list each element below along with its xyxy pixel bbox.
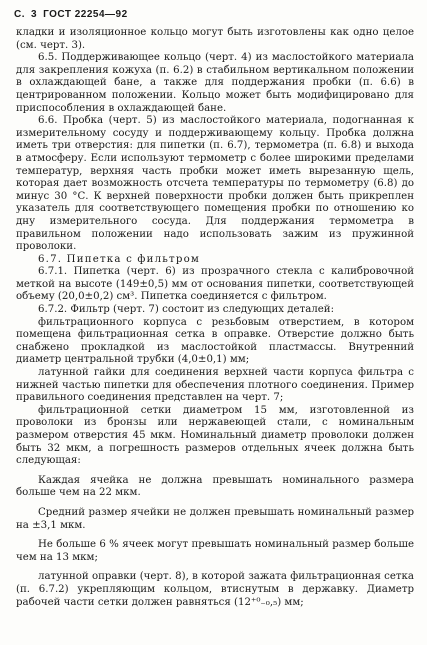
paragraph-cell-mean: Средний размер ячейки не должен превышать номинальный размер на ±3,1 мкм. bbox=[16, 506, 414, 531]
page-header bbox=[14, 9, 134, 22]
paragraph-6-6: 6.6. Пробка (черт. 5) из маслостойкого материала, подогнанная к измерительному сосуду и поддерживающему кольцу. Пробка должна иметь три отверстия: для пипетки (п. 6.7), термометра (п. 6.8) и выхода в атмосферу. Если используют термометр с более широкими пределами температур, верхняя часть пробки может иметь вырезанную щель, которая дает возможность отсчета температуры по термометру (6.8) до минус 30 °С. К верхней поверхности пробки должен быть прикреплен указатель для соответствующего помещения пробки по отношению ко дну измерительного сосуда. Для поддержания термометра в правильном положении надо использовать зажим из пружинной проволоки. bbox=[16, 115, 414, 253]
paragraph-continuation: кладки и изоляционное кольцо могут быть изготовлены как одно целое (см. черт. 3). bbox=[16, 27, 414, 51]
paragraph-cell-max: Каждая ячейка не должна превышать номинального размера больше чем на 22 мкм. bbox=[16, 474, 414, 499]
page-number: 3 bbox=[31, 9, 38, 20]
paragraph-filter-body: фильтрационного корпуса с резьбовым отверстием, в котором помещена фильтрационная сетка в оправке. Отверстие должно быть снабжено прокладкой из маслостойкой пластмассы. Внутренний диаметр центральной трубки (4,0±0,1) мм; bbox=[16, 316, 414, 366]
paragraph-filter-mesh: фильтрационной сетки диаметром 15 мм, изготовленной из проволоки из бронзы или нержавеющей стали, с номинальным размером отверстия 45 мкм. Номинальный диаметр проволоки должен быть 32 мкм, а погрешность размеров отдельных ячеек должна быть следующая: bbox=[16, 404, 414, 467]
document-body bbox=[16, 27, 414, 609]
paragraph-6-5: 6.5. Поддерживающее кольцо (черт. 4) из маслостойкого материала для закрепления кожуха (п. 6.2) в стабильном вертикальном положении в охлаждающей бане, а также для поддержания пробки (п. 6.6) в центрированном положении. Кольцо может быть модифицировано для приспособления в охлаждающей бане. bbox=[16, 52, 414, 114]
paragraph-6-7-2: 6.7.2. Фильтр (черт. 7) состоит из следующих деталей: bbox=[38, 304, 335, 316]
paragraph-cell-percent: Не больше 6 % ячеек могут превышать номинальный размер больше чем на 13 мкм; bbox=[16, 539, 414, 563]
paragraph-brass-holder: латунной оправки (черт. 8), в которой зажата фильтрационная сетка (п. 6.7.2) укрепляющим кольцом, втиснутым в державку. Диаметр рабочей части сетки должен равняться (12⁺⁰₋₀,₅) мм; bbox=[16, 571, 414, 608]
section-title-6-7: 6.7. Пипетка с фильтром bbox=[38, 253, 201, 265]
standard-code: ГОСТ 22254—92 bbox=[43, 9, 128, 20]
paragraph-brass-nut: латунной гайки для соединения верхней части корпуса фильтра с нижней частью пипетки для обеспечения плотного соединения. Пример правильного соединения представлен на черт. 7; bbox=[16, 367, 414, 404]
page-prefix: С. bbox=[14, 9, 25, 20]
paragraph-6-7-1: 6.7.1. Пипетка (черт. 6) из прозрачного стекла с калибровочной меткой на высоте (149±0,5) мм от основания пипетки, соответствующей объему (20,0±0,2) см³. Пипетка соединяется с фильтром. bbox=[16, 266, 414, 303]
